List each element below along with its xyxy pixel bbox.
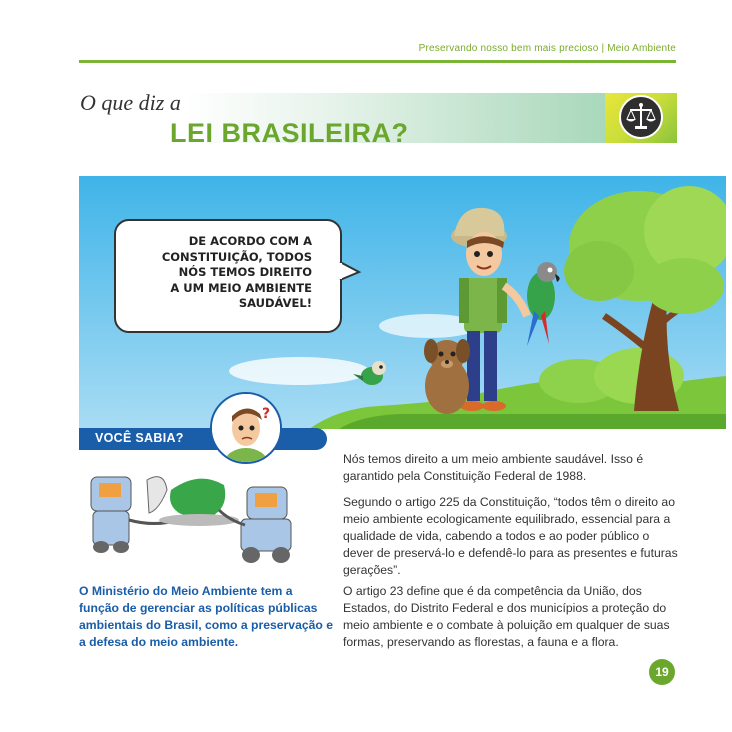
body-paragraph-2: Segundo o artigo 225 da Constituição, “todos têm o direito ao meio ambiente ecologicamente equilibrado, essencial para a qualidade de vida, cabendo a todos e ao poder público o dever de preservá-lo e defendê-lo para as presentes e futuras gerações”.: [343, 495, 678, 577]
page-title: LEI BRASILEIRA?: [170, 118, 409, 148]
sidebar-text: O Ministério do Meio Ambiente tem a função de gerenciar as políticas públicas ambientais do Brasil, como a preservação e a defesa do meio ambiente.: [79, 584, 334, 649]
title-pre: O que diz a: [80, 90, 181, 115]
scales-of-justice-icon: [619, 95, 663, 139]
body-paragraph-1: Nós temos direito a um meio ambiente saudável. Isso é garantido pela Constituição Federal de 1988.: [343, 452, 644, 483]
robots-illustration: [79, 465, 329, 573]
running-header: Preservando nosso bem mais precioso | Meio Ambiente: [418, 43, 676, 54]
character-portrait: [210, 392, 282, 464]
speech-bubble-text: DE ACORDO COM A CONSTITUIÇÃO, TODOS NÓS TEMOS DIREITO A UM MEIO AMBIENTE SAUDÁVEL!: [161, 234, 312, 310]
svg-text:?: ?: [262, 406, 271, 422]
voce-sabia-heading: VOCÊ SABIA?: [95, 431, 184, 445]
body-paragraph-3: O artigo 23 define que é da competência da União, dos Estados, do Distrito Federal e dos municípios a proteção do meio ambiente e o combate à poluição em qualquer de suas formas, preservando as florestas, a fauna e a flora.: [343, 584, 670, 649]
page-number: 19: [649, 659, 675, 685]
title-badge: [605, 93, 677, 143]
header-rule: [79, 60, 676, 63]
